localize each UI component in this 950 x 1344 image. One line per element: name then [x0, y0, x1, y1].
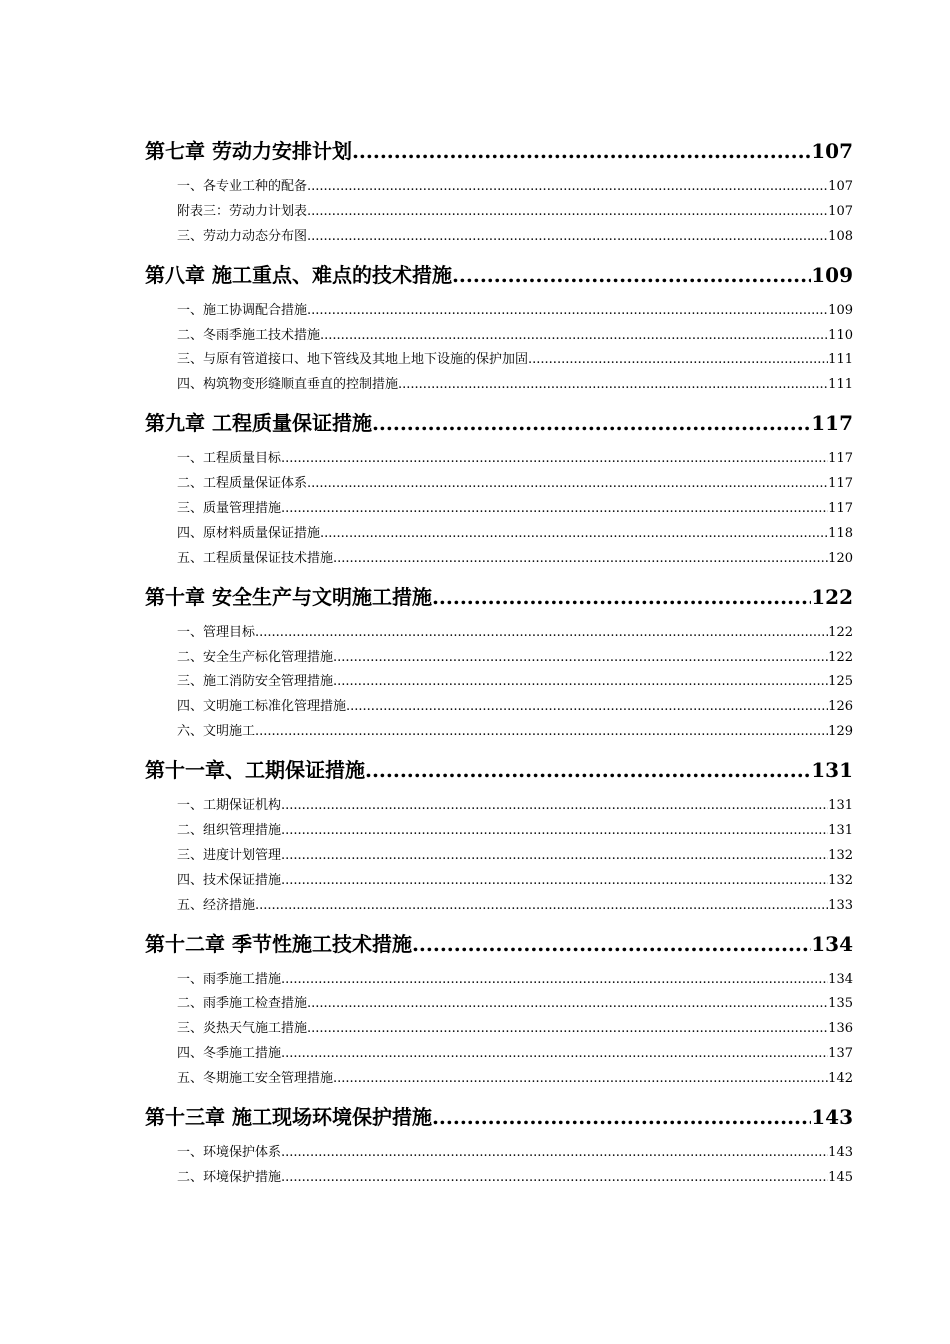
toc-chapter-entry[interactable]: [145, 404, 853, 442]
dot-leader: [352, 132, 811, 170]
section-page-number: 108: [828, 228, 853, 244]
toc-section-entry[interactable]: [145, 373, 853, 398]
dot-leader: [307, 299, 828, 324]
section-title: 二、安全生产标化管理措施: [177, 649, 334, 665]
section-page-number: 145: [828, 1169, 853, 1185]
section-title: 三、进度计划管理: [177, 847, 282, 863]
section-title: 四、技术保证措施: [177, 872, 282, 888]
section-page-number: 131: [828, 823, 853, 839]
section-page-number: 132: [828, 872, 853, 888]
dot-leader: [281, 794, 828, 819]
section-title: 四、原材料质量保证措施: [177, 525, 321, 541]
section-title: 六、文明施工: [177, 724, 256, 740]
chapter-title: 第八章 施工重点、难点的技术措施: [145, 262, 452, 287]
section-page-number: 132: [828, 847, 853, 863]
section-title: 三、质量管理措施: [177, 501, 282, 517]
section-title: 一、工期保证机构: [177, 798, 282, 814]
section-page-number: 118: [828, 525, 853, 541]
toc-section-entry[interactable]: [145, 695, 853, 720]
section-title: 四、文明施工标准化管理措施: [177, 699, 347, 715]
dot-leader: [432, 578, 811, 616]
chapter-page-number: 131: [811, 758, 853, 783]
section-title: 附表三：劳动力计划表: [177, 203, 308, 219]
section-title: 五、冬期施工安全管理措施: [177, 1071, 334, 1087]
toc-section-entry[interactable]: [145, 447, 853, 472]
toc-section-entry[interactable]: [145, 348, 853, 373]
dot-leader: [452, 256, 811, 294]
toc-section-entry[interactable]: [145, 794, 853, 819]
toc-chapter-entry[interactable]: [145, 132, 853, 170]
toc-section-entry[interactable]: [145, 1166, 853, 1191]
dot-leader: [281, 869, 828, 894]
section-page-number: 135: [828, 996, 853, 1012]
section-title: 二、组织管理措施: [177, 823, 282, 839]
toc-section-entry[interactable]: [145, 299, 853, 324]
section-title: 二、环境保护措施: [177, 1169, 282, 1185]
dot-leader: [255, 894, 828, 919]
section-page-number: 129: [828, 724, 853, 740]
dot-leader: [307, 472, 828, 497]
toc-section-entry[interactable]: [145, 324, 853, 349]
dot-leader: [255, 720, 828, 745]
section-page-number: 109: [828, 302, 853, 318]
section-title: 五、工程质量保证技术措施: [177, 550, 334, 566]
dot-leader: [281, 819, 828, 844]
toc-chapter-entry[interactable]: [145, 925, 853, 963]
chapter-page-number: 134: [811, 931, 853, 956]
toc-section-entry[interactable]: [145, 1141, 853, 1166]
chapter-title: 第七章 劳动力安排计划: [145, 139, 352, 163]
section-page-number: 137: [828, 1046, 853, 1062]
section-page-number: 107: [828, 203, 853, 219]
toc-section-entry[interactable]: [145, 1017, 853, 1042]
chapter-title: 第十章 安全生产与文明施工措施: [145, 584, 432, 609]
toc-chapter-entry[interactable]: [145, 256, 853, 294]
table-of-contents: [145, 132, 853, 1191]
chapter-title: 第十三章 施工现场环境保护措施: [145, 1105, 432, 1130]
section-page-number: 133: [828, 897, 853, 913]
dot-leader: [320, 522, 828, 547]
section-page-number: 136: [828, 1021, 853, 1037]
toc-section-entry[interactable]: [145, 472, 853, 497]
dot-leader: [281, 497, 828, 522]
toc-section-entry[interactable]: [145, 670, 853, 695]
dot-leader: [333, 670, 828, 695]
dot-leader: [307, 225, 828, 250]
chapter-page-number: 143: [811, 1105, 853, 1130]
chapter-page-number: 107: [811, 139, 853, 163]
dot-leader: [365, 751, 811, 789]
toc-section-entry[interactable]: [145, 175, 853, 200]
dot-leader: [372, 404, 811, 442]
section-page-number: 110: [828, 327, 853, 343]
dot-leader: [307, 992, 828, 1017]
chapter-title: 第十二章 季节性施工技术措施: [145, 931, 412, 956]
chapter-page-number: 117: [811, 411, 853, 436]
toc-section-entry[interactable]: [145, 894, 853, 919]
section-title: 一、雨季施工措施: [177, 971, 282, 987]
toc-section-entry[interactable]: [145, 200, 853, 225]
toc-section-entry[interactable]: [145, 1042, 853, 1067]
section-title: 一、工程质量目标: [177, 451, 282, 467]
section-page-number: 131: [828, 798, 853, 814]
dot-leader: [528, 348, 828, 373]
toc-section-entry[interactable]: [145, 646, 853, 671]
section-title: 五、经济措施: [177, 897, 256, 913]
dot-leader: [307, 200, 828, 225]
section-title: 一、各专业工种的配备: [177, 179, 308, 194]
section-title: 二、雨季施工检查措施: [177, 996, 308, 1012]
toc-section-entry[interactable]: [145, 968, 853, 993]
dot-leader: [281, 447, 828, 472]
toc-section-entry[interactable]: [145, 497, 853, 522]
dot-leader: [281, 968, 828, 993]
section-page-number: 107: [828, 179, 853, 194]
toc-section-entry[interactable]: [145, 720, 853, 745]
dot-leader: [281, 1166, 828, 1191]
section-page-number: 143: [828, 1145, 853, 1161]
chapter-page-number: 122: [811, 584, 853, 609]
section-title: 一、环境保护体系: [177, 1145, 282, 1161]
section-page-number: 117: [828, 476, 853, 492]
dot-leader: [333, 547, 828, 572]
dot-leader: [307, 1017, 828, 1042]
dot-leader: [307, 175, 828, 200]
toc-chapter-entry[interactable]: [145, 751, 853, 789]
dot-leader: [333, 646, 828, 671]
dot-leader: [412, 925, 811, 963]
section-page-number: 111: [828, 352, 853, 368]
toc-section-entry[interactable]: [145, 992, 853, 1017]
section-page-number: 111: [828, 377, 853, 393]
section-title: 二、工程质量保证体系: [177, 476, 308, 492]
section-title: 一、管理目标: [177, 624, 256, 640]
toc-section-entry[interactable]: [145, 1067, 853, 1092]
toc-chapter-entry[interactable]: [145, 1098, 853, 1136]
section-page-number: 126: [828, 699, 853, 715]
section-title: 一、施工协调配合措施: [177, 302, 308, 318]
dot-leader: [346, 695, 828, 720]
dot-leader: [281, 844, 828, 869]
section-title: 四、构筑物变形缝顺直垂直的控制措施: [177, 377, 399, 393]
section-title: 三、与原有管道接口、地下管线及其地上地下设施的保护加固: [177, 352, 529, 368]
toc-section-entry[interactable]: [145, 819, 853, 844]
section-title: 三、施工消防安全管理措施: [177, 674, 334, 690]
section-page-number: 122: [828, 649, 853, 665]
section-title: 三、炎热天气施工措施: [177, 1021, 308, 1037]
dot-leader: [281, 1042, 828, 1067]
toc-section-entry[interactable]: [145, 844, 853, 869]
toc-chapter-entry[interactable]: [145, 578, 853, 616]
dot-leader: [333, 1067, 828, 1092]
section-title: 三、劳动力动态分布图: [177, 228, 308, 244]
dot-leader: [432, 1098, 811, 1136]
section-page-number: 117: [828, 501, 853, 517]
section-page-number: 142: [828, 1071, 853, 1087]
dot-leader: [398, 373, 828, 398]
section-title: 四、冬季施工措施: [177, 1046, 282, 1062]
dot-leader: [281, 1141, 828, 1166]
chapter-title: 第十一章、工期保证措施: [145, 758, 365, 783]
section-page-number: 120: [828, 550, 853, 566]
section-page-number: 117: [828, 451, 853, 467]
section-page-number: 125: [828, 674, 853, 690]
toc-section-entry[interactable]: [145, 869, 853, 894]
chapter-title: 第九章 工程质量保证措施: [145, 411, 372, 436]
section-page-number: 134: [828, 971, 853, 987]
toc-section-entry[interactable]: [145, 547, 853, 572]
section-page-number: 122: [828, 624, 853, 640]
toc-section-entry[interactable]: [145, 225, 853, 250]
chapter-page-number: 109: [811, 262, 853, 287]
dot-leader: [320, 324, 828, 349]
toc-section-entry[interactable]: [145, 621, 853, 646]
dot-leader: [255, 621, 828, 646]
section-title: 二、冬雨季施工技术措施: [177, 327, 321, 343]
toc-section-entry[interactable]: [145, 522, 853, 547]
